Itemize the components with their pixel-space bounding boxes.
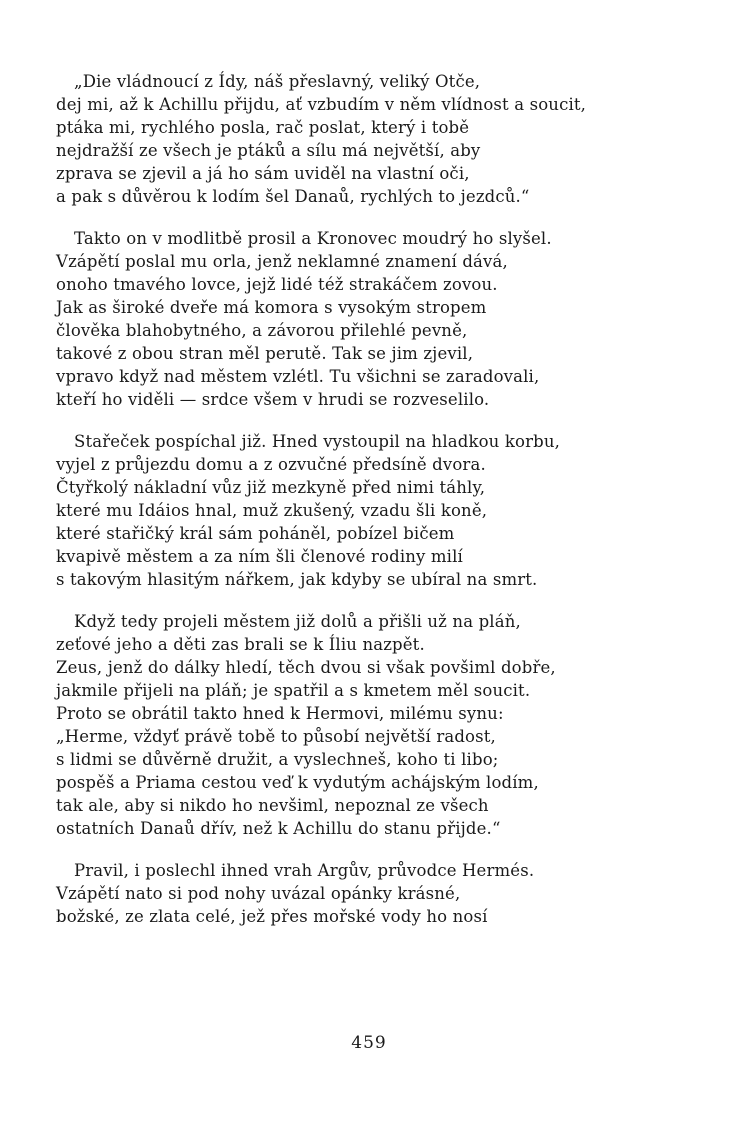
verse-line: zprava se zjevil a já ho sám uviděl na vlastní oči, <box>56 164 470 183</box>
verse-line: které stařičký král sám poháněl, pobízel bičem <box>56 524 455 543</box>
verse-line: ostatních Danaů dřív, než k Achillu do stanu přijde.“ <box>56 819 501 838</box>
verse-line: Proto se obrátil takto hned k Hermovi, milému synu: <box>56 704 504 723</box>
verse-line: Takto on v modlitbě prosil a Kronovec moudrý ho slyšel. <box>74 229 552 248</box>
verse-line: Stařeček pospíchal již. Hned vystoupil na hladkou korbu, <box>74 432 560 451</box>
stanza-3 <box>56 430 696 591</box>
stanza-4 <box>56 610 696 840</box>
verse-line: Čtyřkolý nákladní vůz již mezkyně před nimi táhly, <box>56 478 486 497</box>
stanza-1 <box>56 70 696 208</box>
verse-line: člověka blahobytného, a závorou přilehlé pevně, <box>56 321 468 340</box>
verse-line: nejdražší ze všech je ptáků a sílu má největší, aby <box>56 141 481 160</box>
verse-line: Pravil, i poslechl ihned vrah Argův, průvodce Hermés. <box>74 861 535 880</box>
verse-line: „Herme, vždyť právě tobě to působí největší radost, <box>56 727 496 746</box>
verse-line: onoho tmavého lovce, jejž lidé též strakáčem zovou. <box>56 275 498 294</box>
verse-line: vpravo když nad městem vzlétl. Tu všichni se zaradovali, <box>56 367 540 386</box>
verse-line: tak ale, aby si nikdo ho nevšiml, nepoznal ze všech <box>56 796 489 815</box>
verse-line: Když tedy projeli městem již dolů a přišli už na pláň, <box>74 612 521 631</box>
verse-line: božské, ze zlata celé, jež přes mořské vody ho nosí <box>56 907 488 926</box>
verse-line: jakmile přijeli na pláň; je spatřil a s kmetem měl soucit. <box>56 681 531 700</box>
verse-line: „Die vládnoucí z Ídy, náš přeslavný, veliký Otče, <box>74 72 481 91</box>
poem-text <box>56 70 696 947</box>
stanza-2 <box>56 227 696 411</box>
verse-line: Vzápětí nato si pod nohy uvázal opánky krásné, <box>56 884 461 903</box>
verse-line: s lidmi se důvěrně družit, a vyslechneš, koho ti libo; <box>56 750 499 769</box>
verse-line: dej mi, až k Achillu přijdu, ať vzbudím v něm vlídnost a soucit, <box>56 95 587 114</box>
page-number: 459 <box>351 1033 387 1053</box>
verse-line: kteří ho viděli — srdce všem v hrudi se rozveselilo. <box>56 390 490 409</box>
verse-line: a pak s důvěrou k lodím šel Danaů, rychlých to jezdců.“ <box>56 187 530 206</box>
verse-line: Vzápětí poslal mu orla, jenž neklamné znamení dává, <box>56 252 508 271</box>
verse-line: s takovým hlasitým nářkem, jak kdyby se ubíral na smrt. <box>56 570 538 589</box>
verse-line: pospěš a Priama cestou veď k vydutým achájským lodím, <box>56 773 539 792</box>
verse-line: vyjel z průjezdu domu a z ozvučné předsíně dvora. <box>56 455 486 474</box>
verse-line: Zeus, jenž do dálky hledí, těch dvou si však povšiml dobře, <box>56 658 556 677</box>
verse-line: zeťové jeho a děti zas brali se k Íliu nazpět. <box>56 635 425 654</box>
verse-line: ptáka mi, rychlého posla, rač poslat, který i tobě <box>56 118 470 137</box>
verse-line: kvapivě městem a za ním šli členové rodiny milí <box>56 547 463 566</box>
verse-line: které mu Idáios hnal, muž zkušený, vzadu šli koně, <box>56 501 488 520</box>
verse-line: takové z obou stran měl perutě. Tak se jim zjevil, <box>56 344 474 363</box>
verse-line: Jak as široké dveře má komora s vysokým stropem <box>56 298 487 317</box>
stanza-5 <box>56 859 696 928</box>
